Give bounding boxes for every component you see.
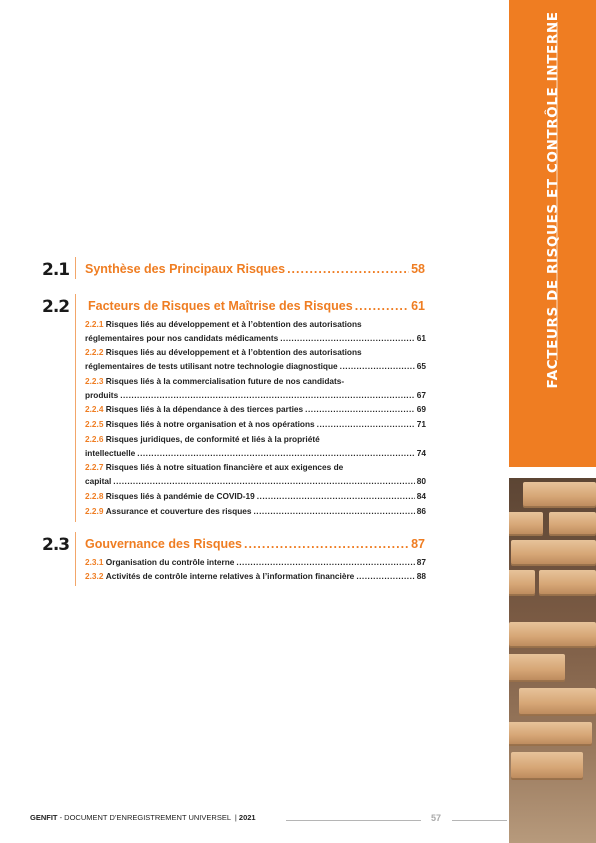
- entry-title: Risques liés au développement et à l’obtention des autorisations: [105, 319, 362, 329]
- toc-section-2-2[interactable]: [88, 299, 425, 313]
- footer-doc-label: GENFIT - DOCUMENT D’ENREGISTREMENT UNIVERSEL | 2021: [30, 813, 256, 822]
- entry-title-cont: produits: [85, 389, 119, 400]
- dot-leader: [317, 418, 415, 432]
- toc-section-2-3[interactable]: [85, 537, 425, 551]
- section-divider: [75, 257, 76, 279]
- entry-page: 69: [416, 404, 426, 414]
- section-title: Synthèse des Principaux Risques: [85, 262, 286, 276]
- entry-page: 67: [416, 389, 426, 400]
- entry-number: 2.2.4: [85, 404, 104, 414]
- entry-number: 2.2.6: [85, 434, 104, 444]
- section-page: 87: [411, 537, 425, 551]
- toc-entry-2-2-3[interactable]: [85, 375, 426, 402]
- entry-page: 80: [416, 475, 426, 486]
- toc-entry-2-2-6[interactable]: [85, 433, 426, 460]
- entry-title-cont: réglementaires pour nos candidats médicaments: [85, 332, 279, 343]
- toc-entry-2-2-2[interactable]: [85, 346, 426, 373]
- toc-entry-2-3-1[interactable]: [85, 556, 426, 570]
- entry-page: 84: [416, 491, 426, 501]
- footer-rule-right: [452, 820, 507, 821]
- entry-page: 88: [416, 571, 426, 581]
- entry-number: 2.2.9: [85, 506, 104, 516]
- entry-page: 86: [416, 506, 426, 516]
- dot-leader: [137, 447, 415, 461]
- entry-title: Assurance et couverture des risques: [105, 506, 252, 516]
- entry-title: Risques liés à pandémie de COVID-19: [105, 491, 255, 501]
- entry-title: Risques liés à notre situation financière et aux exigences de: [105, 462, 344, 472]
- entry-page: 74: [416, 447, 426, 458]
- section-page: 61: [411, 299, 425, 313]
- entry-title: Risques liés au développement et à l’obtention des autorisations: [105, 347, 362, 357]
- dot-leader: [280, 332, 415, 346]
- entry-number: 2.2.5: [85, 419, 104, 429]
- entry-title: Activités de contrôle interne relatives à l’information financière: [105, 571, 355, 581]
- toc-section-2-1[interactable]: [85, 262, 425, 276]
- dot-leader: [120, 389, 415, 403]
- toc-entry-2-2-7[interactable]: [85, 461, 426, 488]
- footer-rule-left: [286, 820, 421, 821]
- jenga-photo: [509, 478, 596, 843]
- entry-number: 2.2.7: [85, 462, 104, 472]
- dot-leader: [113, 475, 414, 489]
- footer-year: 2021: [238, 813, 256, 822]
- entry-title: Risques juridiques, de conformité et liés à la propriété: [105, 434, 320, 444]
- entry-page: 61: [416, 332, 426, 343]
- toc-entry-2-3-2[interactable]: [85, 570, 426, 584]
- section-number-2-2: 2.2: [42, 297, 70, 317]
- entry-title-cont: capital: [85, 475, 112, 486]
- dot-leader: [355, 299, 409, 313]
- dot-leader: [340, 360, 415, 374]
- dot-leader: [254, 505, 415, 519]
- section-title: Gouvernance des Risques: [85, 537, 243, 551]
- section-divider: [75, 294, 76, 522]
- footer-company: GENFIT: [30, 813, 58, 822]
- toc-entry-2-2-5[interactable]: [85, 418, 426, 432]
- entry-title-cont: intellectuelle: [85, 447, 136, 458]
- dot-leader: [305, 403, 415, 417]
- chapter-title-text: FACTEURS DE RISQUES ET CONTRÔLE INTERNE: [544, 11, 561, 389]
- entry-page: 65: [416, 360, 426, 371]
- entry-title-cont: réglementaires de tests utilisant notre technologie diagnostique: [85, 360, 338, 371]
- sidebar-chapter-title: [509, 0, 596, 467]
- entry-number: 2.2.8: [85, 491, 104, 501]
- section-number-2-1: 2.1: [42, 260, 70, 280]
- entry-title: Risques liés à la commercialisation future de nos candidats-: [105, 376, 345, 386]
- section-title: Facteurs de Risques et Maîtrise des Risques: [88, 299, 353, 313]
- entry-title: Risques liés à notre organisation et à nos opérations: [105, 419, 315, 429]
- toc-entry-2-2-9[interactable]: [85, 505, 426, 519]
- dot-leader: [257, 490, 415, 504]
- entry-number: 2.3.1: [85, 557, 104, 567]
- entry-number: 2.2.2: [85, 347, 104, 357]
- toc-entry-2-2-4[interactable]: [85, 403, 426, 417]
- entry-page: 87: [416, 557, 426, 567]
- toc-entry-2-2-8[interactable]: [85, 490, 426, 504]
- entry-number: 2.2.3: [85, 376, 104, 386]
- entry-title: Organisation du contrôle interne: [105, 557, 235, 567]
- entry-title: Risques liés à la dépendance à des tierces parties: [105, 404, 304, 414]
- dot-leader: [244, 537, 409, 551]
- section-page: 58: [411, 262, 425, 276]
- entry-page: 71: [416, 419, 426, 429]
- entry-number: 2.2.1: [85, 319, 104, 329]
- dot-leader: [236, 556, 414, 570]
- entry-number: 2.3.2: [85, 571, 104, 581]
- toc-entry-2-2-1[interactable]: [85, 318, 426, 345]
- footer-doc-title: - DOCUMENT D’ENREGISTREMENT UNIVERSEL: [57, 813, 231, 822]
- dot-leader: [356, 570, 414, 584]
- section-divider: [75, 532, 76, 586]
- page-number: 57: [431, 813, 442, 823]
- dot-leader: [287, 262, 409, 276]
- section-number-2-3: 2.3: [42, 535, 70, 555]
